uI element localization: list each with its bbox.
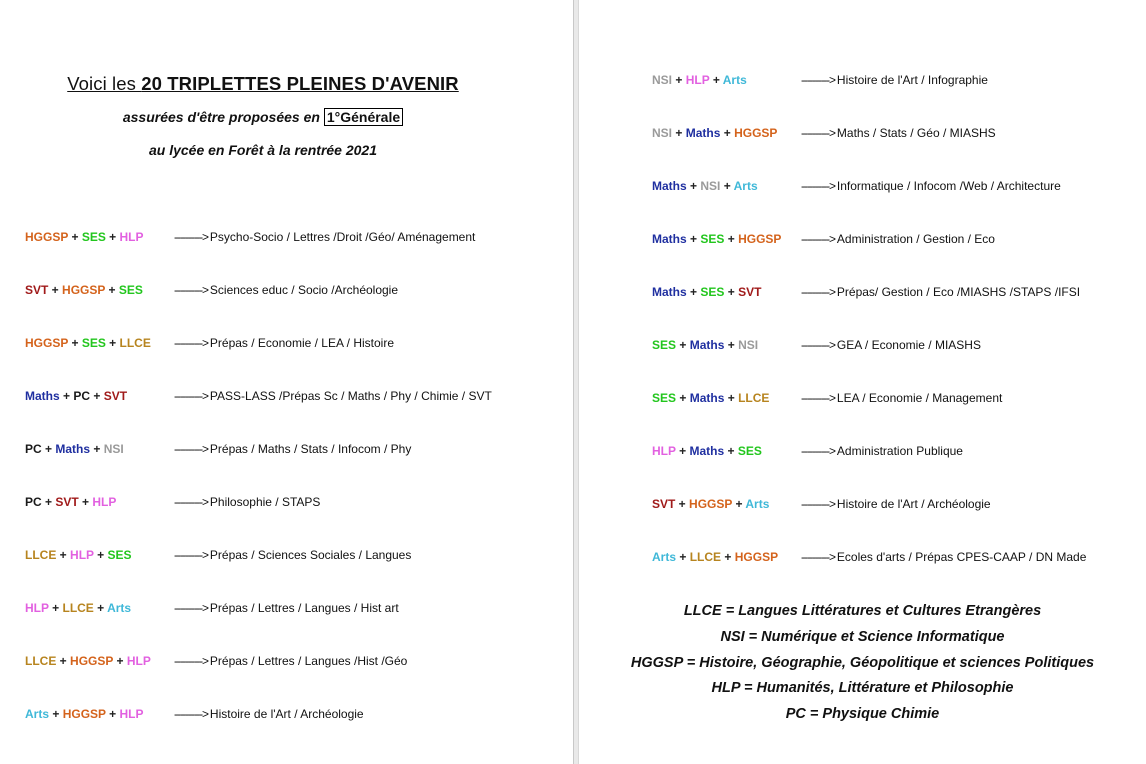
title-main: 20 TRIPLETTES PLEINES D'AVENIR xyxy=(141,73,459,94)
arrow: ----------> xyxy=(174,389,210,403)
subject-svt: SVT xyxy=(652,497,676,511)
subject-arts: Arts xyxy=(25,707,50,721)
subject-ses: SES xyxy=(652,391,677,405)
career-outcomes xyxy=(174,600,399,616)
destination-text: LEA / Economie / Management xyxy=(836,391,1003,405)
destination-text: Prépas / Sciences Sociales / Langues xyxy=(209,548,412,562)
destination-text: Ecoles d'arts / Prépas CPES-CAAP / DN Made xyxy=(836,550,1087,564)
subject-llce: LLCE xyxy=(62,601,94,615)
plus-sign: + xyxy=(720,126,735,140)
subject-svt: SVT xyxy=(738,285,762,299)
destination-text: PASS-LASS /Prépas Sc / Maths / Phy / Chimie / SVT xyxy=(209,389,492,403)
plus-sign: + xyxy=(675,444,690,458)
triplet-row xyxy=(652,390,1146,406)
subject-combo xyxy=(25,229,144,245)
subject-combo xyxy=(652,178,758,194)
triplet-row xyxy=(25,388,565,404)
page-title xyxy=(0,73,526,95)
plus-sign: + xyxy=(68,336,82,350)
triplet-row xyxy=(652,284,1146,300)
subject-hggsp: HGGSP xyxy=(738,232,782,246)
subject-llce: LLCE xyxy=(738,391,770,405)
subject-hlp: HLP xyxy=(119,707,144,721)
subject-arts: Arts xyxy=(733,179,758,193)
destination-text: Philosophie / STAPS xyxy=(209,495,321,509)
subject-hlp: HLP xyxy=(92,495,117,509)
arrow: ----------> xyxy=(801,497,837,511)
plus-sign: + xyxy=(676,550,690,564)
subject-combo xyxy=(652,549,778,565)
subject-nsi: NSI xyxy=(103,442,124,456)
subject-maths: Maths xyxy=(689,338,725,352)
legend-line: HLP = Humanités, Littérature et Philosophie xyxy=(711,680,1014,697)
career-outcomes xyxy=(174,494,320,510)
subject-ses: SES xyxy=(107,548,132,562)
subject-combo xyxy=(25,600,131,616)
arrow: ----------> xyxy=(174,495,210,509)
subject-llce: LLCE xyxy=(119,336,151,350)
plus-sign: + xyxy=(105,230,120,244)
subject-combo xyxy=(652,284,761,300)
plus-sign: + xyxy=(676,338,690,352)
subject-hggsp: HGGSP xyxy=(70,654,114,668)
plus-sign: + xyxy=(709,73,723,87)
subject-svt: SVT xyxy=(25,283,49,297)
subject-hggsp: HGGSP xyxy=(734,550,779,564)
subject-ses: SES xyxy=(737,444,762,458)
career-outcomes xyxy=(801,496,991,512)
legend-line: HGGSP = Histoire, Géographie, Géopolitique et sciences Politiques xyxy=(630,654,1095,671)
subject-combo xyxy=(25,547,132,563)
plus-sign: + xyxy=(48,601,63,615)
plus-sign: + xyxy=(93,601,108,615)
arrow: ----------> xyxy=(801,232,837,246)
plus-sign: + xyxy=(56,654,71,668)
subject-maths: Maths xyxy=(652,232,687,246)
subject-hlp: HLP xyxy=(652,444,676,458)
subject-maths: Maths xyxy=(25,389,60,403)
subject-pc: PC xyxy=(73,389,91,403)
career-outcomes xyxy=(801,443,963,459)
right-page xyxy=(579,0,1146,764)
arrow: ----------> xyxy=(801,73,837,87)
destination-text: Administration Publique xyxy=(836,444,963,458)
triplet-row xyxy=(652,178,1146,194)
subject-arts: Arts xyxy=(745,497,770,511)
subject-hlp: HLP xyxy=(126,654,151,668)
plus-sign: + xyxy=(724,232,739,246)
subject-hggsp: HGGSP xyxy=(689,497,733,511)
destination-text: Prépas / Lettres / Langues /Hist /Géo xyxy=(209,654,408,668)
subject-combo xyxy=(652,337,758,353)
career-outcomes xyxy=(174,706,364,722)
plus-sign: + xyxy=(724,285,739,299)
subject-combo xyxy=(652,390,769,406)
career-outcomes xyxy=(801,125,996,141)
subject-ses: SES xyxy=(700,232,725,246)
destination-text: Prépas / Lettres / Langues / Hist art xyxy=(209,601,399,615)
triplet-row xyxy=(25,494,565,510)
arrow: ----------> xyxy=(174,283,210,297)
career-outcomes xyxy=(174,547,411,563)
subtitle-line-1 xyxy=(0,109,526,125)
career-outcomes xyxy=(174,388,492,404)
subject-combo xyxy=(652,231,781,247)
destination-text: Prépas / Economie / LEA / Histoire xyxy=(209,336,394,350)
triplet-row xyxy=(652,549,1146,565)
plus-sign: + xyxy=(59,389,74,403)
career-outcomes xyxy=(801,178,1061,194)
triplet-row xyxy=(25,229,565,245)
subject-combo xyxy=(652,496,769,512)
subject-maths: Maths xyxy=(689,391,725,405)
legend-line: LLCE = Langues Littératures et Cultures Etrangères xyxy=(683,603,1042,619)
destination-text: Sciences educ / Socio /Archéologie xyxy=(209,283,399,297)
destination-text: Informatique / Infocom /Web / Architecture xyxy=(836,179,1061,193)
arrow: ----------> xyxy=(174,654,210,668)
plus-sign: + xyxy=(93,548,108,562)
subject-combo xyxy=(652,443,762,459)
career-outcomes xyxy=(801,549,1086,565)
subject-arts: Arts xyxy=(107,601,132,615)
subject-hlp: HLP xyxy=(25,601,49,615)
plus-sign: + xyxy=(78,495,93,509)
plus-sign: + xyxy=(105,707,120,721)
subject-svt: SVT xyxy=(55,495,79,509)
destination-text: GEA / Economie / MIASHS xyxy=(836,338,981,352)
plus-sign: + xyxy=(41,495,56,509)
subject-hggsp: HGGSP xyxy=(62,283,106,297)
subject-combo xyxy=(652,125,777,141)
subtitle-line-2: au lycée en Forêt à la rentrée 2021 xyxy=(148,142,377,158)
subject-llce: LLCE xyxy=(25,654,57,668)
arrow: ----------> xyxy=(174,707,210,721)
arrow: ----------> xyxy=(801,126,837,140)
subject-hlp: HLP xyxy=(119,230,144,244)
plus-sign: + xyxy=(724,391,739,405)
destination-text: Histoire de l'Art / Archéologie xyxy=(836,497,991,511)
arrow: ----------> xyxy=(801,444,837,458)
triplet-row xyxy=(25,547,565,563)
plus-sign: + xyxy=(721,550,735,564)
plus-sign: + xyxy=(672,73,686,87)
plus-sign: + xyxy=(686,285,701,299)
career-outcomes xyxy=(801,231,995,247)
arrow: ----------> xyxy=(174,548,210,562)
destination-text: Prépas / Maths / Stats / Infocom / Phy xyxy=(209,442,412,456)
subject-maths: Maths xyxy=(55,442,91,456)
subject-ses: SES xyxy=(81,230,106,244)
career-outcomes xyxy=(174,229,475,245)
subject-ses: SES xyxy=(700,285,725,299)
subject-svt: SVT xyxy=(103,389,128,403)
destination-text: Maths / Stats / Géo / MIASHS xyxy=(836,126,996,140)
triplet-row xyxy=(652,72,1146,88)
plus-sign: + xyxy=(686,179,701,193)
career-outcomes xyxy=(801,284,1080,300)
subject-combo xyxy=(25,441,124,457)
subject-combo xyxy=(25,282,143,298)
triplet-row xyxy=(25,335,565,351)
career-outcomes xyxy=(174,335,394,351)
subject-combo xyxy=(25,388,127,404)
subject-hggsp: HGGSP xyxy=(25,230,69,244)
subject-nsi: NSI xyxy=(738,338,759,352)
plus-sign: + xyxy=(48,283,63,297)
subject-hggsp: HGGSP xyxy=(734,126,778,140)
triplet-row xyxy=(25,282,565,298)
subject-maths: Maths xyxy=(685,126,721,140)
arrow: ----------> xyxy=(174,442,210,456)
career-outcomes xyxy=(801,390,1002,406)
subject-ses: SES xyxy=(118,283,143,297)
plus-sign: + xyxy=(720,179,734,193)
plus-sign: + xyxy=(90,389,104,403)
arrow: ----------> xyxy=(801,285,837,299)
triplet-row xyxy=(652,443,1146,459)
plus-sign: + xyxy=(56,548,71,562)
arrow: ----------> xyxy=(801,550,837,564)
plus-sign: + xyxy=(724,444,738,458)
subject-ses: SES xyxy=(652,338,677,352)
arrow: ----------> xyxy=(801,338,837,352)
plus-sign: + xyxy=(686,232,701,246)
subject-ses: SES xyxy=(81,336,106,350)
plus-sign: + xyxy=(724,338,739,352)
triplet-row xyxy=(25,706,565,722)
subject-hlp: HLP xyxy=(685,73,710,87)
title-prefix: Voici les xyxy=(67,73,142,94)
career-outcomes xyxy=(174,653,407,669)
subject-llce: LLCE xyxy=(25,548,57,562)
plus-sign: + xyxy=(105,336,120,350)
triplet-row xyxy=(652,337,1146,353)
destination-text: Administration / Gestion / Eco xyxy=(836,232,995,246)
subject-hggsp: HGGSP xyxy=(62,707,106,721)
arrow: ----------> xyxy=(801,179,837,193)
plus-sign: + xyxy=(675,497,690,511)
career-outcomes xyxy=(801,337,981,353)
plus-sign: + xyxy=(113,654,127,668)
subject-pc: PC xyxy=(25,442,42,456)
plus-sign: + xyxy=(676,391,690,405)
subject-pc: PC xyxy=(25,495,42,509)
destination-text: Histoire de l'Art / Infographie xyxy=(836,73,988,87)
legend-line: NSI = Numérique et Science Informatique xyxy=(720,628,1005,645)
subject-combo xyxy=(25,494,116,510)
destination-text: Prépas/ Gestion / Eco /MIASHS /STAPS /IFSI xyxy=(836,285,1081,299)
career-outcomes xyxy=(801,72,988,88)
subject-maths: Maths xyxy=(652,179,687,193)
destination-text: Psycho-Socio / Lettres /Droit /Géo/ Aménagement xyxy=(209,230,476,244)
subject-combo xyxy=(25,335,151,351)
plus-sign: + xyxy=(105,283,119,297)
plus-sign: + xyxy=(41,442,56,456)
career-outcomes xyxy=(174,441,411,457)
subject-combo xyxy=(25,706,144,722)
plus-sign: + xyxy=(672,126,686,140)
triplet-row xyxy=(25,653,565,669)
subject-arts: Arts xyxy=(722,73,747,87)
subject-llce: LLCE xyxy=(689,550,722,564)
subject-arts: Arts xyxy=(652,550,677,564)
subject-nsi: NSI xyxy=(652,126,673,140)
subject-hlp: HLP xyxy=(70,548,94,562)
triplet-row xyxy=(652,125,1146,141)
plus-sign: + xyxy=(68,230,82,244)
triplet-row xyxy=(25,441,565,457)
arrow: ----------> xyxy=(174,336,210,350)
legend-line: PC = Physique Chimie xyxy=(785,706,940,723)
subject-nsi: NSI xyxy=(700,179,721,193)
arrow: ----------> xyxy=(801,391,837,405)
boxed-grade-label: 1°Générale xyxy=(324,108,403,126)
plus-sign: + xyxy=(732,497,746,511)
plus-sign: + xyxy=(90,442,104,456)
subject-combo xyxy=(652,72,747,88)
plus-sign: + xyxy=(49,707,63,721)
subtitle-text: assurées d'être proposées en xyxy=(122,109,324,125)
subject-maths: Maths xyxy=(689,444,725,458)
subject-combo xyxy=(25,653,151,669)
arrow: ----------> xyxy=(174,601,210,615)
subject-hggsp: HGGSP xyxy=(25,336,69,350)
destination-text: Histoire de l'Art / Archéologie xyxy=(209,707,364,721)
arrow: ----------> xyxy=(174,230,210,244)
triplet-row xyxy=(652,496,1146,512)
subject-maths: Maths xyxy=(652,285,687,299)
subject-nsi: NSI xyxy=(652,73,673,87)
triplet-row xyxy=(652,231,1146,247)
career-outcomes xyxy=(174,282,398,298)
triplet-row xyxy=(25,600,565,616)
